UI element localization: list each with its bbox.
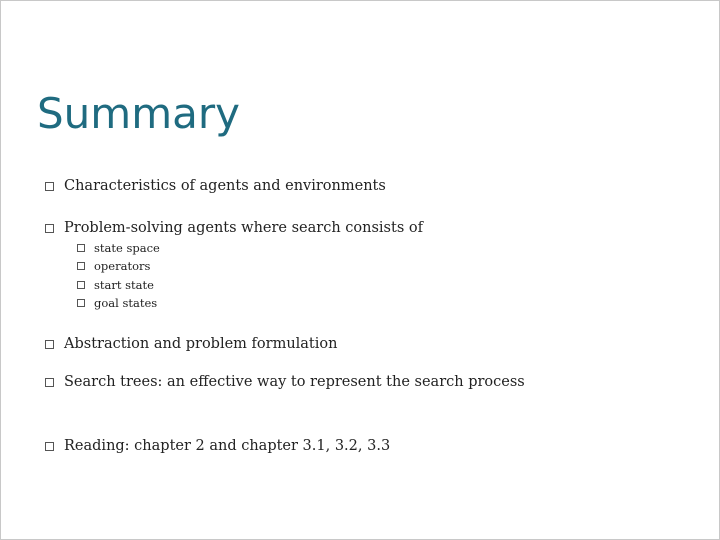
bullet-text: Abstraction and problem formulation — [64, 336, 338, 352]
sub-bullet-text: start state — [94, 278, 154, 292]
bullet-text: Reading: chapter 2 and chapter 3.1, 3.2, 3.3 — [64, 438, 391, 454]
bullet-item — [45, 220, 423, 236]
bullet-item — [45, 438, 390, 454]
sub-bullet-text: state space — [94, 241, 160, 255]
sub-bullet-item — [77, 296, 157, 310]
sub-bullet-text: operators — [94, 259, 151, 273]
bullet-item — [45, 336, 337, 352]
checkbox-bullet-icon — [77, 299, 85, 307]
sub-bullet-item — [77, 241, 160, 255]
checkbox-bullet-icon — [45, 182, 54, 191]
bullet-text: Problem-solving agents where search consists of — [64, 220, 423, 236]
bullet-item — [45, 178, 386, 194]
checkbox-bullet-icon — [77, 281, 85, 289]
checkbox-bullet-icon — [45, 442, 54, 451]
bullet-item — [45, 374, 525, 390]
checkbox-bullet-icon — [77, 244, 85, 252]
checkbox-bullet-icon — [45, 378, 54, 387]
sub-bullet-item — [77, 259, 150, 273]
bullet-text: Search trees: an effective way to represent the search process — [64, 374, 525, 390]
checkbox-bullet-icon — [77, 262, 85, 270]
sub-bullet-item — [77, 278, 154, 292]
slide-title: Summary — [37, 89, 240, 138]
checkbox-bullet-icon — [45, 224, 54, 233]
bullet-text: Characteristics of agents and environments — [64, 178, 386, 194]
checkbox-bullet-icon — [45, 340, 54, 349]
sub-bullet-text: goal states — [94, 296, 158, 310]
